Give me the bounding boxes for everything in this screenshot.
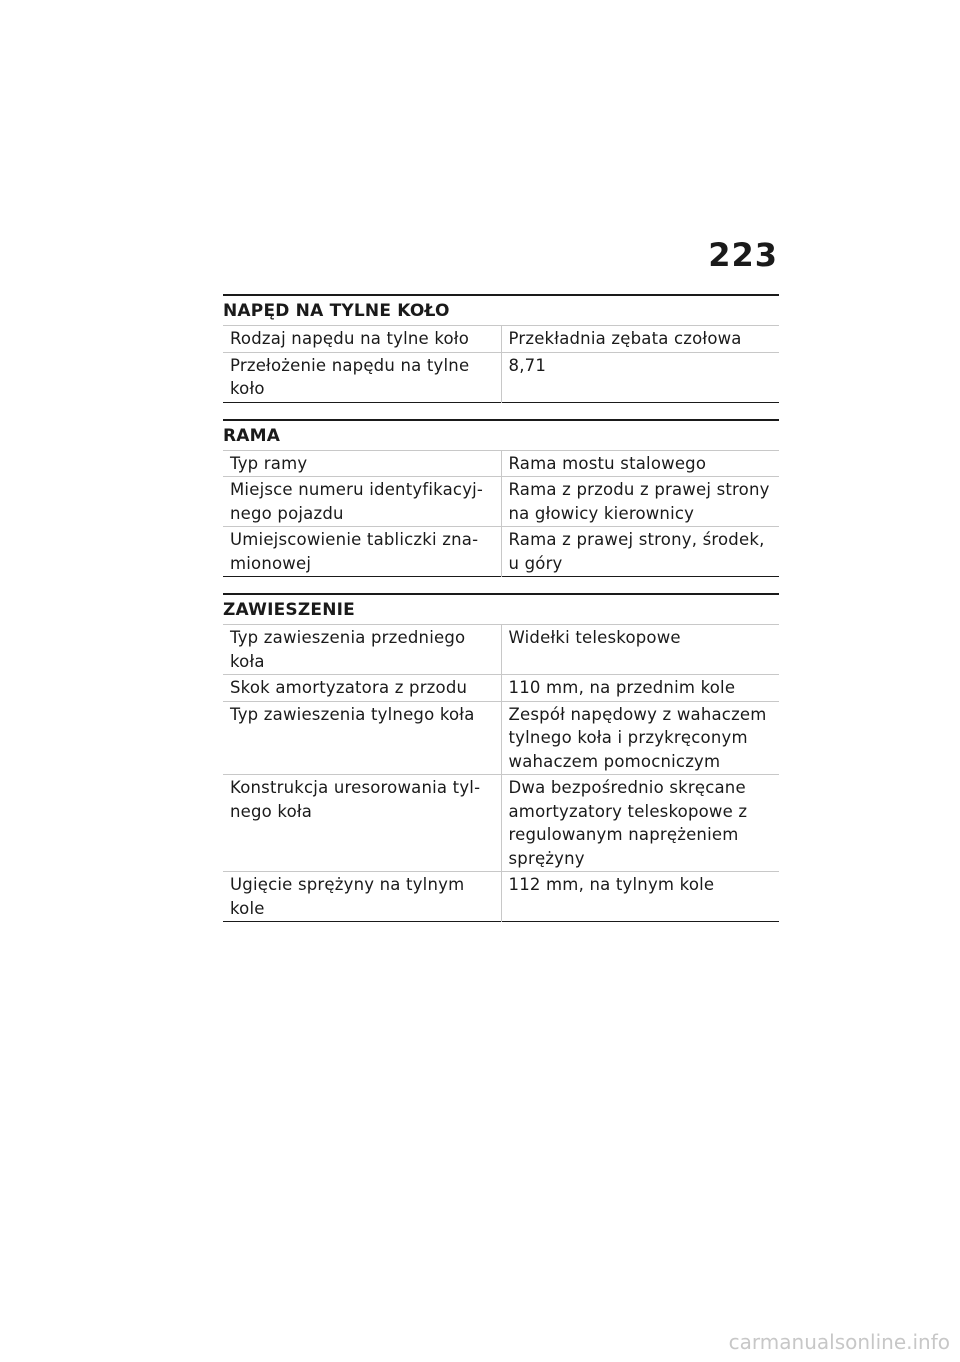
spec-label: Miejsce numeru identyfikacyj-nego pojazdu [223, 477, 501, 527]
page-number: 223 [708, 236, 778, 274]
spec-value: 110 mm, na przednim kole [508, 678, 736, 697]
spec-label: Typ zawieszenia tylnego koła [223, 701, 501, 775]
table-row [223, 701, 779, 775]
table-row [223, 450, 779, 477]
spec-value: Dwa bezpośrednio skręcane amortyzatory teleskopowe z regulowanym naprężeniem sprężyny [508, 778, 748, 868]
watermark: carmanualsonline.info [728, 1330, 950, 1354]
section-frame [223, 419, 779, 578]
spec-label: Konstrukcja uresorowania tyl-nego koła [223, 775, 501, 872]
spec-label: Rodzaj napędu na tylne koło [223, 326, 501, 353]
spec-value: 112 mm, na tylnym kole [508, 875, 715, 894]
spec-value: Widełki teleskopowe [508, 628, 681, 647]
spec-content [223, 294, 779, 938]
table-row [223, 775, 779, 872]
spec-label: Umiejscowienie tabliczki zna-mionowej [223, 527, 501, 577]
spec-value: Rama mostu stalowego [508, 453, 707, 473]
section-suspension [223, 593, 779, 922]
spec-label: Typ zawieszenia przedniego koła [223, 625, 501, 675]
table-row [223, 527, 779, 577]
spec-value: 8,71 [508, 355, 547, 375]
section-title: NAPĘD NA TYLNE KOŁO [223, 301, 450, 321]
spec-value: Rama z prawej strony, środek, u góry [508, 530, 765, 573]
spec-label: Skok amortyzatora z przodu [223, 675, 501, 702]
table-row [223, 477, 779, 527]
section-title: ZAWIESZENIE [223, 600, 355, 620]
spec-table [223, 624, 779, 922]
table-row [223, 352, 779, 402]
table-row [223, 625, 779, 675]
table-row [223, 326, 779, 353]
spec-table [223, 450, 779, 578]
spec-label: Typ ramy [223, 450, 501, 477]
spec-table [223, 325, 779, 403]
spec-value: Przekładnia zębata czołowa [508, 329, 742, 348]
section-title: RAMA [223, 425, 281, 446]
section-rear-drive [223, 294, 779, 403]
spec-label: Ugięcie sprężyny na tylnym kole [223, 872, 501, 922]
table-row [223, 675, 779, 702]
spec-value: Zespół napędowy z wahaczem tylnego koła i przykręconym wahaczem pomocniczym [508, 704, 767, 771]
table-row [223, 872, 779, 922]
spec-value: Rama z przodu z prawej strony na głowicy kierownicy [508, 480, 770, 523]
spec-label: Przełożenie napędu na tylne koło [223, 352, 501, 402]
